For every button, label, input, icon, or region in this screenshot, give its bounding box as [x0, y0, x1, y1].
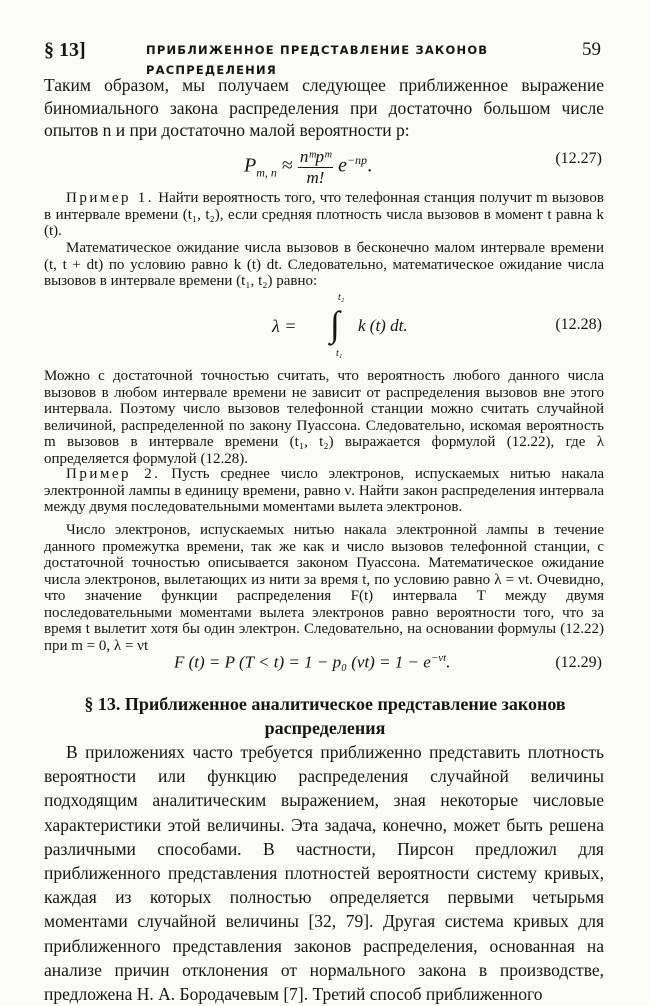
example-1	[44, 190, 604, 240]
equation-number: (12.29)	[555, 654, 602, 671]
eq-fraction	[298, 147, 333, 188]
section-title: § 13. Приближенное аналитическое представление законов распределения	[84, 694, 566, 738]
eq-exp-base: e	[338, 154, 347, 177]
page-number: 59	[582, 39, 601, 60]
header-title: ПРИБЛИЖЕННОЕ ПРЕДСТАВЛЕНИЕ ЗАКОНОВ РАСПРЕДЕЛЕНИЯ	[146, 43, 489, 77]
example-2-label: Пример 2.	[66, 466, 161, 482]
paragraph-expectation: Математическое ожидание числа вызовов в бесконечно малом интервале времени (t, t + dt) по условию равно k (t) dt. Следовательно, математическое ожидание числа вызовов в интервале времени (t₁, t₂) равно:	[44, 240, 604, 289]
example-1-text: Найти вероятность того, что телефонная станция получит m вызовов в интервале времени (t₁, t₂), если средняя плотность числа вызовов в момент t равна k (t).	[44, 190, 604, 239]
integral-sign: ∫	[330, 304, 340, 344]
example-2	[44, 466, 604, 516]
eq-integrand: k (t) dt.	[358, 316, 408, 335]
equation-number: (12.27)	[555, 150, 602, 167]
paragraph-electrons: Число электронов, испускаемых нитью накала электронной лампы в течение данного промежутка времени, так же как и число вызовов телефонной станции, с достаточной точностью описывается законом Пуассона. Математическое ожидание числа электронов, вылетающих из нити за время t, по условию равно λ = νt. Очевидно, что значение функции распределения F(t) интервала T между двумя последовательными моментами вылета электронов равно вероятности того, что за время t вылетит хотя бы один электрон. Следовательно, на основании формулы (12.22) при m = 0, λ = νt	[44, 522, 604, 654]
eq-denominator: m!	[306, 167, 325, 187]
eq-upper-limit: t₂	[338, 292, 345, 303]
equation-number: (12.28)	[555, 316, 602, 333]
eq-exp-power: −np	[346, 153, 368, 167]
intro-paragraph: Таким образом, мы получаем следующее приближенное выражение биномиального закона распределения при достаточно большом числе опытов n и при достаточно малой вероятности p:	[44, 75, 604, 140]
eq-tail: .	[367, 154, 373, 177]
paragraph-section-13: В приложениях часто требуется приближенно представить плотность вероятности или функцию распределения случайной величины подходящим аналитическим выражением, зная некоторые числовые характеристики этой величины. Эта задача, конечно, может быть решена различными способами. В частности, Пирсон предложил для приближенного представления плотностей вероятности систему кривых, каждая из которых полностью определяется первыми четырьмя моментами случайной величины [32, 79]. Другая система кривых для приближенного представления законов распределения, основанная на анализе причин отклонения от нормального закона в производстве, предложена Н. А. Бородачевым [7]. Третий способ приближенного	[44, 742, 604, 1005]
example-1-label: Пример 1.	[66, 190, 155, 206]
eq-lhs-sub: m, n	[256, 165, 277, 180]
eq-expression: F (t) = P (T < t) = 1 − p₀ (νt) = 1 − e	[174, 652, 431, 672]
eq-lambda-lhs: λ =	[272, 316, 297, 336]
paragraph-poisson: Можно с достаточной точностью считать, что вероятность любого данного числа вызовов в любом интервале времени не зависит от распределения вызовов вне этого интервала. Поэтому число вызовов телефонной станции можно считать случайной величиной, распределенной по закону Пуассона. Следовательно, искомая вероятность m вызовов в интервале времени (t₁, t₂) выражается формулой (12.22), где λ определяется формулой (12.28).	[44, 368, 604, 467]
eq-numerator: nᵐpᵐ	[299, 146, 332, 166]
eq-tail: .	[446, 652, 451, 672]
example-2-text: Пусть среднее число электронов, испускаемых нитью накала электронной лампы в единицу времени, равно ν. Найти закон распределения интервала между двумя последовательными моментами вылета электронов.	[44, 466, 605, 515]
equation-12-29	[44, 650, 604, 678]
eq-exp-power: −νt	[430, 652, 447, 664]
eq-approx-sign: ≈	[281, 154, 293, 177]
eq-lower-limit: t₁	[336, 348, 343, 359]
header-section-ref: § 13]	[44, 39, 86, 61]
equation-12-27	[44, 140, 604, 187]
running-header	[40, 36, 609, 77]
eq-lhs: P	[244, 154, 257, 177]
equation-12-28	[44, 292, 604, 364]
